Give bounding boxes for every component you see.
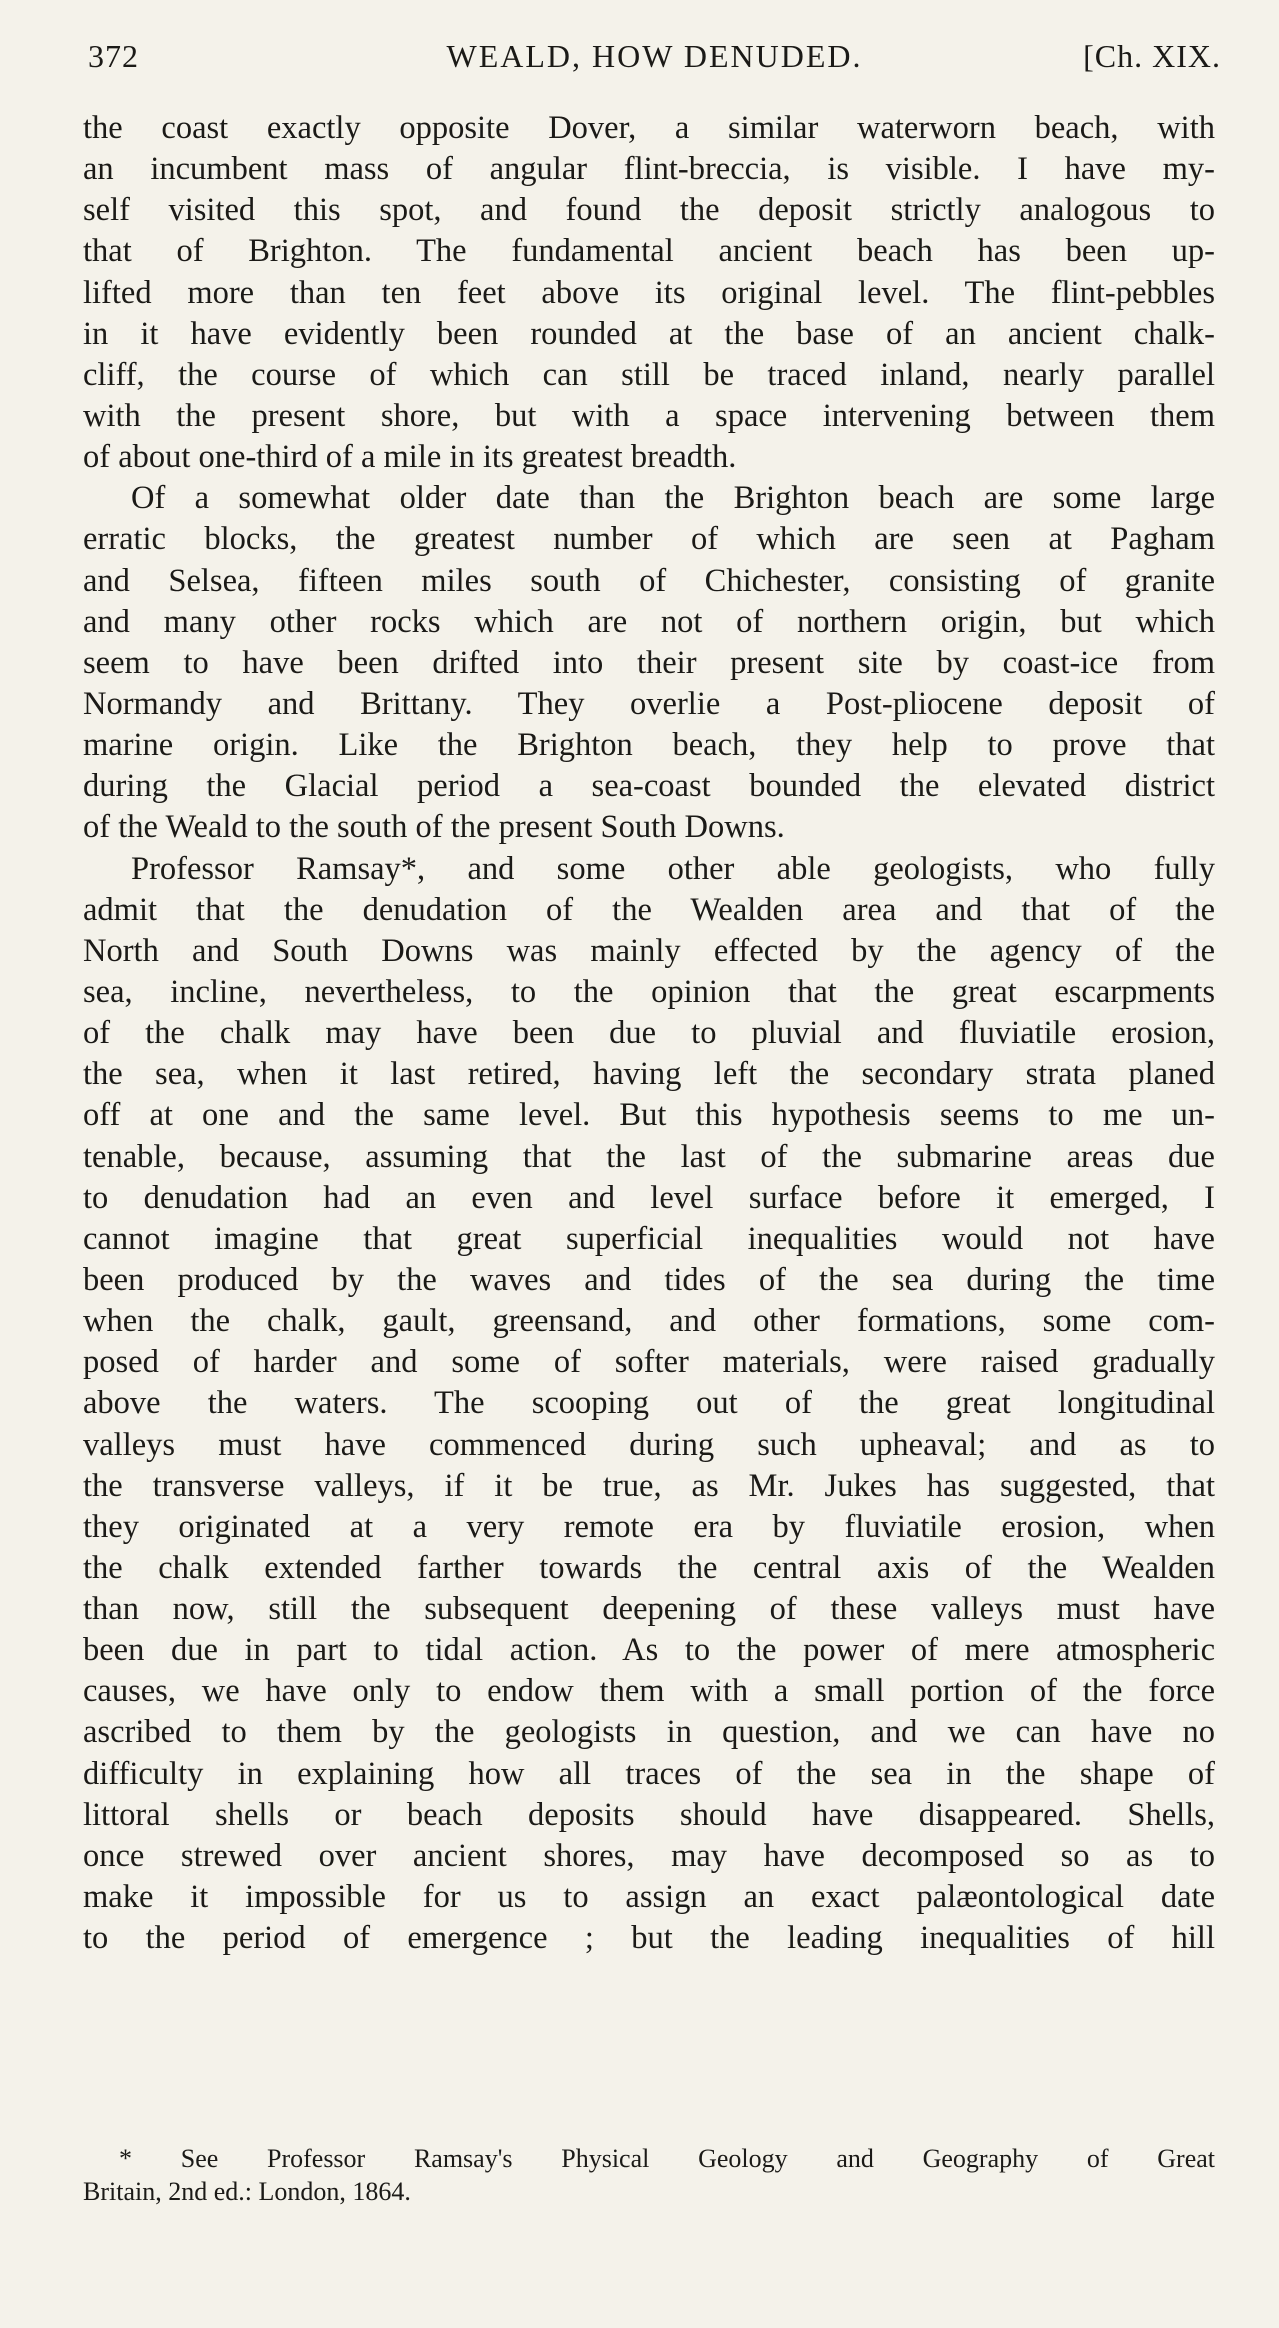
text-line: difficulty in explaining how all traces of the sea in the shape of — [83, 1755, 1215, 1792]
text-line: off at one and the same level. But this hypothesis seems to me un- — [83, 1097, 1215, 1134]
text-line: when the chalk, gault, greensand, and other formations, some com- — [83, 1303, 1215, 1340]
footnote — [83, 2142, 1215, 2208]
text-line: during the Glacial period a sea-coast bounded the elevated district — [83, 768, 1215, 805]
text-line: above the waters. The scooping out of the great longitudinal — [83, 1385, 1215, 1422]
text-line: than now, still the subsequent deepening of these valleys must have — [83, 1591, 1215, 1628]
footnote-line: * See Professor Ramsay's Physical Geology and Geography of Great — [119, 2144, 1215, 2173]
text-line: to denudation had an even and level surface before it emerged, I — [83, 1179, 1215, 1216]
text-line: self visited this spot, and found the deposit strictly analogous to — [83, 192, 1215, 229]
text-line: of about one-third of a mile in its greatest breadth. — [83, 439, 737, 476]
text-line: ascribed to them by the geologists in question, and we can have no — [83, 1714, 1215, 1751]
body-text — [83, 108, 1215, 1959]
text-line: with the present shore, but with a space intervening between them — [83, 397, 1215, 434]
text-line: been due in part to tidal action. As to the power of mere atmospheric — [83, 1632, 1215, 1669]
text-line: been produced by the waves and tides of the sea during the time — [83, 1261, 1215, 1298]
footnote-line: Britain, 2nd ed.: London, 1864. — [83, 2177, 411, 2206]
text-line: sea, incline, nevertheless, to the opinion that the great escarpments — [83, 973, 1215, 1010]
text-line: the sea, when it last retired, having left the secondary strata planed — [83, 1056, 1215, 1093]
text-line: Normandy and Brittany. They overlie a Post-pliocene deposit of — [83, 685, 1215, 722]
text-line: and Selsea, fifteen miles south of Chichester, consisting of granite — [83, 562, 1215, 599]
text-line: admit that the denudation of the Wealden area and that of the — [83, 891, 1215, 928]
text-line: an incumbent mass of angular flint-breccia, is visible. I have my- — [83, 151, 1215, 188]
text-line: once strewed over ancient shores, may have decomposed so as to — [83, 1837, 1215, 1874]
text-line: that of Brighton. The fundamental ancient beach has been up- — [83, 233, 1215, 270]
text-line: cliff, the course of which can still be traced inland, nearly parallel — [83, 356, 1215, 393]
text-line: tenable, because, assuming that the last of the submarine areas due — [83, 1138, 1215, 1175]
text-line: Professor Ramsay*, and some other able geologists, who fully — [131, 850, 1215, 887]
running-header — [88, 38, 1221, 88]
text-line: to the period of emergence ; but the leading inequalities of hill — [83, 1920, 1215, 1957]
text-line: the transverse valleys, if it be true, as Mr. Jukes has suggested, that — [83, 1467, 1215, 1504]
text-line: littoral shells or beach deposits should have disappeared. Shells, — [83, 1796, 1215, 1833]
text-line: they originated at a very remote era by fluviatile erosion, when — [83, 1508, 1215, 1545]
chapter-reference: [Ch. XIX. — [1083, 38, 1221, 74]
text-line: lifted more than ten feet above its original level. The flint-pebbles — [83, 274, 1215, 311]
text-line: North and South Downs was mainly effected by the agency of the — [83, 932, 1215, 969]
text-line: causes, we have only to endow them with a small portion of the force — [83, 1673, 1215, 1710]
text-line: and many other rocks which are not of northern origin, but which — [83, 603, 1215, 640]
text-line: marine origin. Like the Brighton beach, they help to prove that — [83, 727, 1215, 764]
text-line: seem to have been drifted into their present site by coast-ice from — [83, 644, 1215, 681]
text-line: of the Weald to the south of the present South Downs. — [83, 809, 785, 846]
text-line: posed of harder and some of softer materials, were raised gradually — [83, 1344, 1215, 1381]
text-line: the chalk extended farther towards the central axis of the Wealden — [83, 1549, 1215, 1586]
text-line: erratic blocks, the greatest number of which are seen at Pagham — [83, 521, 1215, 558]
running-title: WEALD, HOW DENUDED. — [446, 38, 863, 74]
text-line: the coast exactly opposite Dover, a similar waterworn beach, with — [83, 110, 1215, 146]
text-line: in it have evidently been rounded at the base of an ancient chalk- — [83, 315, 1215, 352]
text-line: make it impossible for us to assign an exact palæontological date — [83, 1879, 1215, 1916]
text-line: Of a somewhat older date than the Brighton beach are some large — [131, 480, 1215, 517]
text-line: valleys must have commenced during such upheaval; and as to — [83, 1426, 1215, 1463]
text-line: of the chalk may have been due to pluvial and fluviatile erosion, — [83, 1015, 1215, 1052]
page-number: 372 — [88, 38, 139, 74]
text-line: cannot imagine that great superficial inequalities would not have — [83, 1220, 1215, 1257]
